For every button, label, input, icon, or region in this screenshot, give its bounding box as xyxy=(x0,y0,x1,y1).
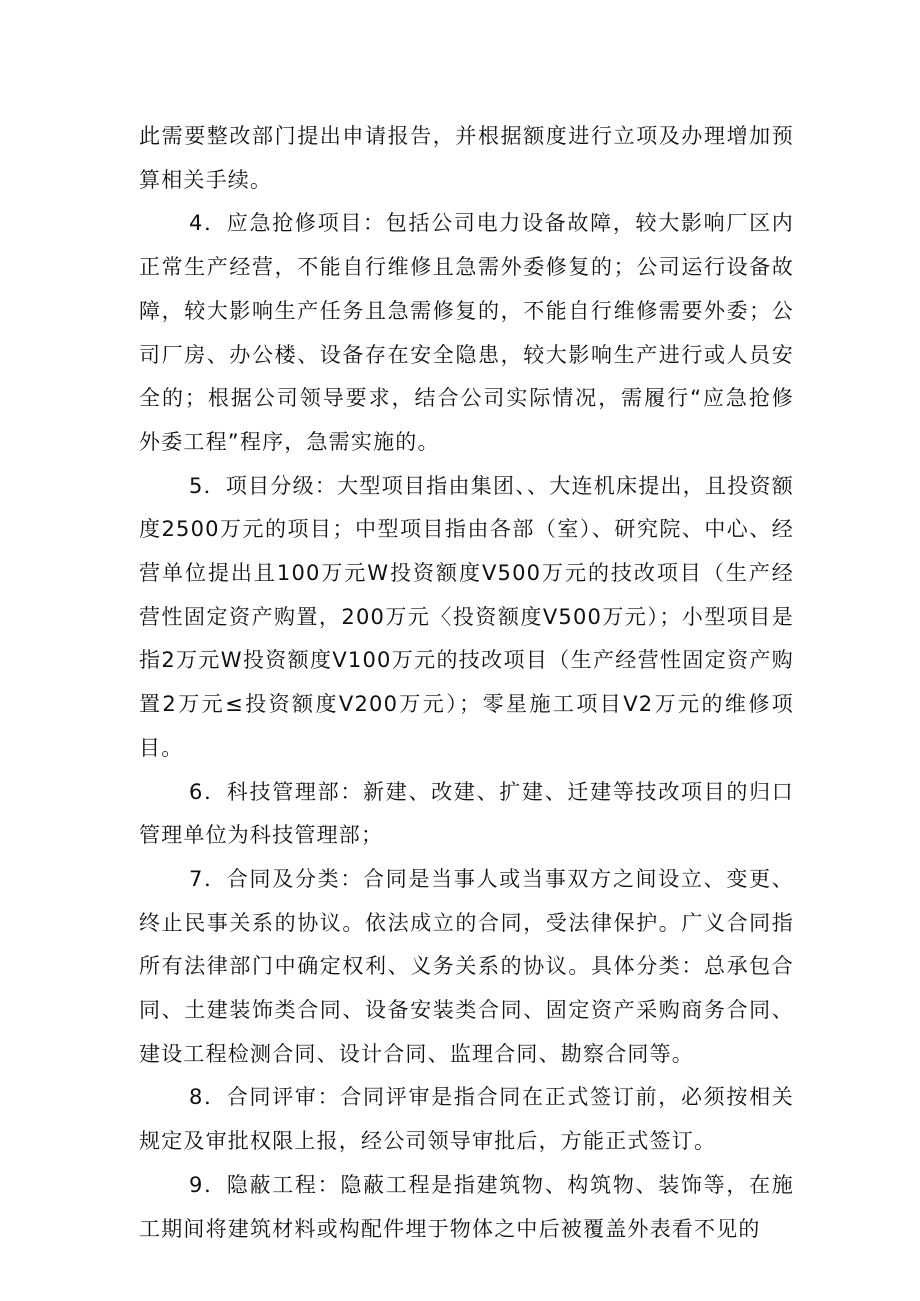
paragraph-continuation: 此需要整改部门提出申请报告，并根据额度进行立项及办理增加预算相关手续。 xyxy=(139,124,794,192)
paragraph-tech-management-dept: 6．科技管理部：新建、改建、扩建、迁建等技改项目的归口管理单位为科技管理部； xyxy=(139,779,794,848)
paragraph-contract-review: 8．合同评审：合同评审是指合同在正式签订前，必须按相关规定及审批权限上报，经公司领导审批后，方能正式签订。 xyxy=(139,1085,794,1154)
paragraph-concealed-works: 9．隐蔽工程：隐蔽工程是指建筑物、构筑物、装饰等，在施工期间将建筑材料或构配件埋于物体之中后被覆盖外表看不见的 xyxy=(139,1172,794,1241)
document-page xyxy=(139,115,794,1251)
paragraph-contract-types: 7．合同及分类：合同是当事人或当事双方之间设立、变更、终止民事关系的协议。依法成立的合同，受法律保护。广义合同指所有法律部门中确定权利、义务关系的协议。具体分类：总承包合同、土建装饰类合同、设备安装类合同、固定资产采购商务合同、建设工程检测合同、设计合同、监理合同、勘察合同等。 xyxy=(139,866,794,1066)
paragraph-emergency-repair-projects: 4．应急抢修项目：包括公司电力设备故障，较大影响厂区内正常生产经营，不能自行维修且急需外委修复的；公司运行设备故障，较大影响生产任务且急需修复的，不能自行维修需要外委；公司厂房、办公楼、设备存在安全隐患，较大影响生产进行或人员安全的；根据公司领导要求，结合公司实际情况，需履行“应急抢修外委工程”程序，急需实施的。 xyxy=(139,211,794,454)
paragraph-project-classification: 5．项目分级：大型项目指由集团、、大连机床提出，且投资额度2500万元的项目；中型项目指由各部（室）、研究院、中心、经营单位提出且100万元W投资额度V500万元的技改项目（生产经营性固定资产购置，200万元〈投资额度V500万元）；小型项目是指2万元W投资额度V100万元的技改项目（生产经营性固定资产购置2万元≤投资额度V200万元）；零星施工项目V2万元的维修项目。 xyxy=(139,473,794,760)
